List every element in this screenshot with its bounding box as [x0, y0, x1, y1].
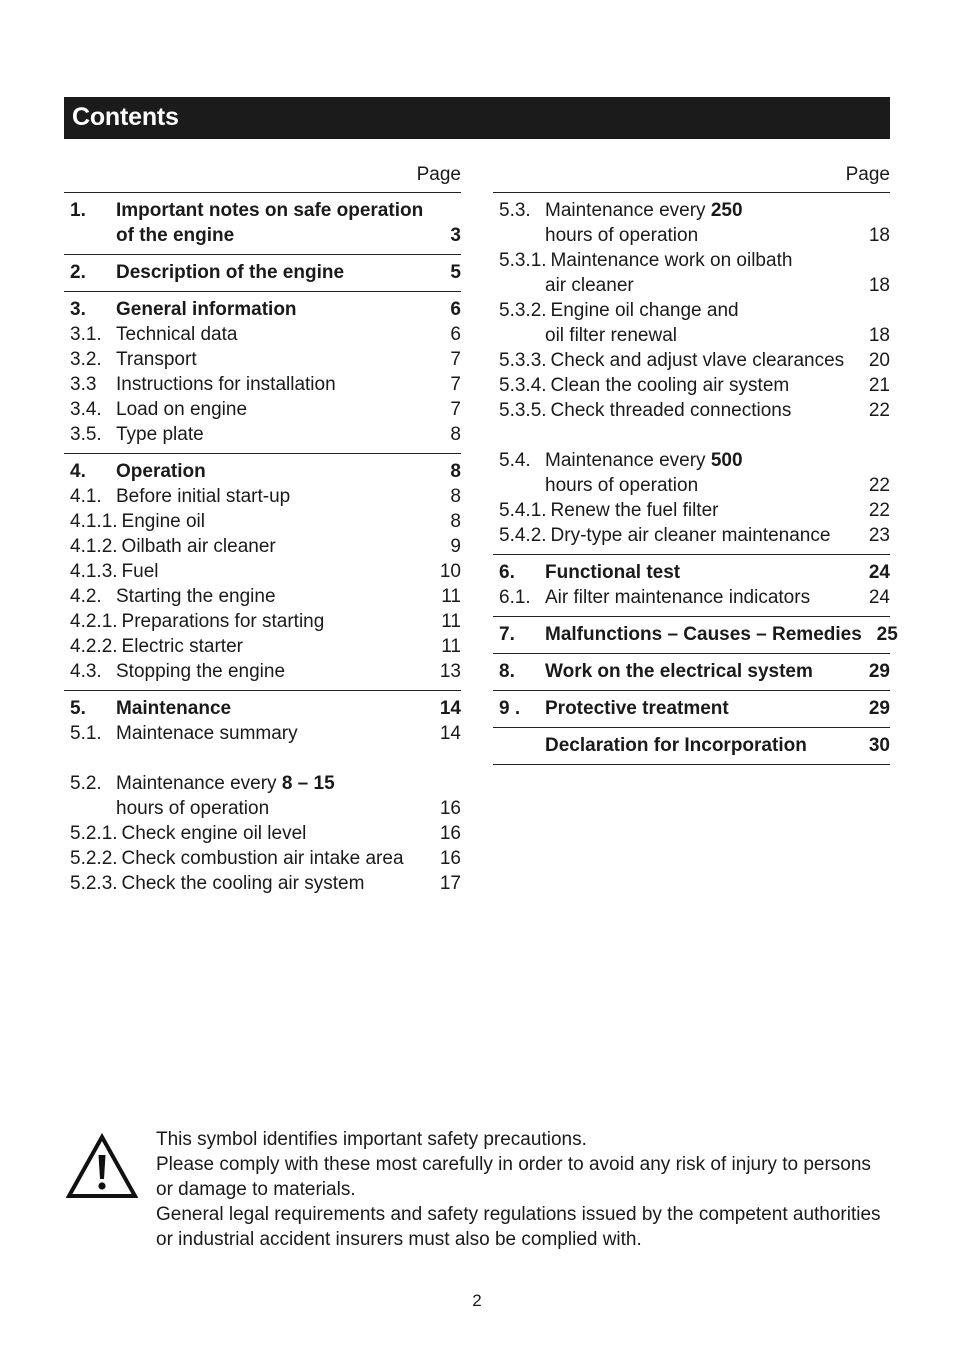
- toc-entry-title: [122, 609, 425, 634]
- toc-entry-title: [545, 198, 854, 223]
- toc-entry-title: [116, 422, 425, 447]
- toc-entry-page: 9: [450, 536, 461, 557]
- toc-section: [64, 454, 461, 691]
- toc-entry-title: [116, 796, 425, 821]
- toc-entry-title: [545, 585, 854, 610]
- toc-entry-number: 7.: [499, 624, 515, 645]
- toc-entry-title: [551, 373, 854, 398]
- toc-entry-title-text: air cleaner: [545, 275, 634, 296]
- toc-entry[interactable]: [493, 298, 890, 323]
- toc-entry-title: [116, 696, 425, 721]
- toc-entry-page: 10: [439, 561, 461, 582]
- toc-entry-page: 8: [450, 424, 461, 445]
- toc-entry[interactable]: [493, 448, 890, 473]
- toc-entry-page: 11: [441, 611, 461, 632]
- toc-section: [64, 193, 461, 255]
- toc-entry-number: 4.1.3.: [70, 561, 118, 582]
- toc-entry[interactable]: [493, 498, 890, 523]
- toc-entry-title: [122, 821, 425, 846]
- toc-section: [64, 691, 461, 902]
- toc-entry[interactable]: [64, 297, 461, 322]
- toc-entry-hours: 500: [710, 450, 743, 471]
- toc-entry-title-text: Maintenance every: [116, 773, 282, 794]
- toc-entry-title: [545, 560, 854, 585]
- toc-entry-number: 5.2.1.: [70, 823, 118, 844]
- toc-entry-number: 4.2.2.: [70, 636, 118, 657]
- toc-entry-page: 6: [450, 324, 461, 345]
- toc-entry-number: 5.3.4.: [499, 375, 547, 396]
- toc-section: [493, 654, 890, 691]
- toc-entry-title-text: Starting the engine: [116, 586, 276, 607]
- toc-entry[interactable]: [493, 523, 890, 548]
- toc-entry-title: [545, 323, 854, 348]
- toc-entry-title-text: Fuel: [121, 561, 159, 582]
- toc-entry-number: 5.3.: [499, 200, 531, 221]
- toc-entry-title: [122, 871, 425, 896]
- toc-entry-number: 5.3.3.: [499, 350, 547, 371]
- toc-entry-number: 5.3.1.: [499, 250, 547, 271]
- toc-entry-title: [551, 523, 854, 548]
- toc-entry[interactable]: [64, 821, 461, 846]
- toc-entry-title: [122, 534, 425, 559]
- toc-entry-title-text: Before initial start-up: [116, 486, 291, 507]
- toc-entry-number: 5.1.: [70, 723, 102, 744]
- warning-triangle-icon: [66, 1133, 138, 1199]
- toc-entry-title-text: Load on engine: [116, 399, 248, 420]
- toc-entry-page: 22: [868, 400, 890, 421]
- toc-entry-number: 4.: [70, 461, 86, 482]
- toc-entry[interactable]: [64, 534, 461, 559]
- toc-entry-page: 25: [876, 624, 898, 645]
- toc-entry-title: [116, 584, 425, 609]
- toc-section: [493, 555, 890, 617]
- toc-entry[interactable]: [493, 733, 890, 758]
- toc-section: [493, 617, 898, 654]
- toc-entry-title: [551, 298, 854, 323]
- toc-entry-number: 3.5.: [70, 424, 102, 445]
- toc-entry-title: [551, 248, 854, 273]
- toc-entry-number: 4.3.: [70, 661, 102, 682]
- toc-entry[interactable]: [64, 846, 461, 871]
- toc-entry-number: 5.2.: [70, 773, 102, 794]
- toc-entry-title-text: Protective treatment: [545, 698, 729, 719]
- toc-entry-title-text: Check engine oil level: [121, 823, 307, 844]
- toc-entry[interactable]: [64, 260, 461, 285]
- toc-entry-title: [545, 733, 854, 758]
- toc-entry-number: 3.: [70, 299, 86, 320]
- toc-entry-title-text: Maintenace summary: [116, 723, 298, 744]
- toc-left-column: [64, 160, 461, 902]
- toc-section: [64, 292, 461, 454]
- toc-entry[interactable]: [64, 609, 461, 634]
- toc-entry-number: 5.3.2.: [499, 300, 547, 321]
- toc-entry-title-text: Engine oil: [121, 511, 205, 532]
- toc-entry-page: 7: [450, 349, 461, 370]
- toc-entry-title-text: Check the cooling air system: [121, 873, 365, 894]
- toc-entry-number: 3.4.: [70, 399, 102, 420]
- toc-entry-page: 8: [450, 511, 461, 532]
- toc-entry-title: [116, 372, 425, 397]
- toc-entry-page: 11: [441, 636, 461, 657]
- toc-entry-page: 29: [868, 661, 890, 682]
- toc-entry[interactable]: [493, 273, 890, 298]
- toc-entry-title-text: Preparations for starting: [121, 611, 325, 632]
- toc-entry[interactable]: [493, 223, 890, 248]
- toc-entry-number: 6.1.: [499, 587, 531, 608]
- toc-right-list: [493, 193, 898, 765]
- toc-entry-title-text: hours of operation: [545, 225, 699, 246]
- toc-entry[interactable]: [64, 509, 461, 534]
- toc-spacer: [64, 746, 461, 771]
- page-column-header: Page: [493, 160, 890, 193]
- toc-entry-title-text: Maintenance every: [545, 450, 711, 471]
- toc-entry[interactable]: [64, 422, 461, 447]
- toc-spacer: [493, 423, 890, 448]
- toc-entry[interactable]: [64, 584, 461, 609]
- toc-entry-number: 1.: [70, 200, 86, 221]
- toc-entry-title: [551, 348, 854, 373]
- toc-entry-title: [545, 473, 854, 498]
- toc-entry-title-text: hours of operation: [545, 475, 699, 496]
- toc-entry-title-text: Work on the electrical system: [545, 661, 813, 682]
- toc-entry-title: [116, 484, 425, 509]
- toc-entry-number: 9 .: [499, 698, 521, 719]
- toc-entry-title-text: Maintenance every: [545, 200, 711, 221]
- toc-entry-title-text: oil filter renewal: [545, 325, 677, 346]
- toc-entry-page: 30: [868, 735, 890, 756]
- toc-entry-page: 11: [441, 586, 461, 607]
- toc-entry-number: 4.1.: [70, 486, 102, 507]
- toc-entry[interactable]: [493, 622, 898, 647]
- toc-entry-page: 24: [868, 587, 890, 608]
- toc-entry[interactable]: [64, 198, 461, 223]
- toc-entry-number: 2.: [70, 262, 86, 283]
- toc-entry[interactable]: [64, 322, 461, 347]
- toc-entry-title: [116, 721, 425, 746]
- toc-entry-title-text: Engine oil change and: [550, 300, 739, 321]
- toc-entry-number: 4.1.2.: [70, 536, 118, 557]
- toc-entry-title: [116, 297, 425, 322]
- toc-entry-page: 20: [868, 350, 890, 371]
- toc-entry-title-text: Functional test: [545, 562, 681, 583]
- toc-entry[interactable]: [64, 796, 461, 821]
- toc-left-list: [64, 193, 461, 902]
- toc-entry[interactable]: [493, 398, 890, 423]
- toc-entry-title-text: Check threaded connections: [550, 400, 792, 421]
- toc-entry-title: [116, 659, 425, 684]
- toc-entry-hours: 8 – 15: [281, 773, 335, 794]
- toc-entry-number: 3.1.: [70, 324, 102, 345]
- toc-entry-title: [116, 771, 425, 796]
- toc-entry-page: 7: [450, 399, 461, 420]
- toc-entry[interactable]: [64, 721, 461, 746]
- toc-entry-title: [116, 347, 425, 372]
- toc-entry-page: 18: [868, 325, 890, 346]
- toc-entry-title-text: hours of operation: [116, 798, 270, 819]
- toc-entry-page: 18: [868, 275, 890, 296]
- toc-entry-title: [116, 260, 425, 285]
- toc-section: [64, 255, 461, 292]
- toc-entry-page: 24: [868, 562, 890, 583]
- toc-entry[interactable]: [64, 372, 461, 397]
- toc-entry-page: 16: [439, 848, 461, 869]
- toc-entry-number: 5.3.5.: [499, 400, 547, 421]
- toc-entry-title-text: Declaration for Incorporation: [545, 735, 807, 756]
- toc-entry-page: 13: [439, 661, 461, 682]
- toc-entry[interactable]: [493, 696, 890, 721]
- toc-entry[interactable]: [493, 323, 890, 348]
- toc-entry-number: 5.: [70, 698, 86, 719]
- toc-entry-page: 8: [450, 461, 461, 482]
- toc-entry-title-text: of the engine: [116, 225, 235, 246]
- toc-entry-number: 3.3: [70, 374, 97, 395]
- toc-entry-title: [122, 634, 425, 659]
- toc-entry-title-text: Malfunctions – Causes – Remedies: [545, 624, 862, 645]
- toc-entry-title: [116, 223, 425, 248]
- toc-entry-number: 4.2.1.: [70, 611, 118, 632]
- toc-entry-page: 6: [450, 299, 461, 320]
- toc-entry[interactable]: [493, 348, 890, 373]
- toc-entry-title-text: Type plate: [116, 424, 204, 445]
- toc-entry[interactable]: [64, 223, 461, 248]
- page-column-header: Page: [64, 160, 461, 193]
- toc-entry-title: [551, 398, 854, 423]
- toc-entry-title-text: Oilbath air cleaner: [121, 536, 276, 557]
- toc-entry-page: 14: [439, 723, 461, 744]
- toc-entry[interactable]: [64, 347, 461, 372]
- toc-entry-page: 16: [439, 823, 461, 844]
- toc-entry-page: 5: [450, 262, 461, 283]
- toc-entry-title-text: Electric starter: [121, 636, 243, 657]
- toc-entry[interactable]: [493, 560, 890, 585]
- toc-section: [493, 691, 890, 728]
- toc-entry[interactable]: [493, 198, 890, 223]
- toc-entry-title: [545, 659, 854, 684]
- toc-entry-title: [116, 198, 425, 223]
- safety-line: Please comply with these most carefully in order to avoid any risk of injury to persons or damage to materials.: [156, 1154, 871, 1200]
- toc-entry-title-text: Renew the fuel filter: [550, 500, 719, 521]
- toc-entry-page: 22: [868, 475, 890, 496]
- toc-entry-number: 8.: [499, 661, 515, 682]
- toc-entry-title-text: Dry-type air cleaner maintenance: [550, 525, 831, 546]
- contents-title: Contents: [64, 97, 890, 139]
- toc-entry-title-text: Maintenance: [116, 698, 232, 719]
- toc-entry-title-text: Check combustion air intake area: [121, 848, 404, 869]
- toc-entry-title: [122, 509, 425, 534]
- toc-entry-number: 6.: [499, 562, 515, 583]
- toc-entry-hours: 250: [710, 200, 743, 221]
- toc-entry-title: [545, 448, 854, 473]
- toc-entry[interactable]: [493, 585, 890, 610]
- toc-entry[interactable]: [64, 459, 461, 484]
- toc-entry-title: [116, 459, 425, 484]
- toc-section: [493, 728, 890, 765]
- toc-entry-title: [116, 397, 425, 422]
- safety-line: This symbol identifies important safety precautions.: [156, 1129, 587, 1150]
- toc-entry-title: [551, 498, 854, 523]
- toc-entry-number: 5.4.1.: [499, 500, 547, 521]
- toc-entry-number: 5.2.2.: [70, 848, 118, 869]
- toc-entry[interactable]: [64, 559, 461, 584]
- toc-entry-title-text: Stopping the engine: [116, 661, 286, 682]
- toc-entry-title-text: Clean the cooling air system: [550, 375, 790, 396]
- toc-entry[interactable]: [493, 473, 890, 498]
- toc-entry[interactable]: [493, 248, 890, 273]
- toc-entry-title: [116, 322, 425, 347]
- toc-entry-title: [545, 223, 854, 248]
- toc-entry[interactable]: [64, 659, 461, 684]
- toc-entry-title-text: Description of the engine: [116, 262, 345, 283]
- toc-entry-number: 5.4.: [499, 450, 531, 471]
- toc-entry[interactable]: [64, 771, 461, 796]
- toc-entry-title-text: Instructions for installation: [116, 374, 336, 395]
- toc-entry-number: 5.2.3.: [70, 873, 118, 894]
- toc-entry[interactable]: [64, 871, 461, 896]
- toc-entry-title-text: Operation: [116, 461, 206, 482]
- toc-entry-page: 23: [868, 525, 890, 546]
- toc-entry-title: [122, 559, 425, 584]
- toc-entry-page: 21: [868, 375, 890, 396]
- toc-entry-title: [545, 622, 862, 647]
- toc-entry-title-text: Check and adjust vlave clearances: [550, 350, 845, 371]
- toc-entry-title-text: Technical data: [116, 324, 238, 345]
- safety-notice-text: [156, 1127, 890, 1252]
- toc-entry-number: 4.1.1.: [70, 511, 118, 532]
- toc-entry[interactable]: [64, 696, 461, 721]
- toc-right-column: [493, 160, 898, 765]
- toc-entry-page: 3: [450, 225, 461, 246]
- toc-entry[interactable]: [493, 373, 890, 398]
- toc-entry-page: 22: [868, 500, 890, 521]
- toc-entry-number: 4.2.: [70, 586, 102, 607]
- toc-entry-title-text: Air filter maintenance indicators: [545, 587, 811, 608]
- safety-line: General legal requirements and safety regulations issued by the competent authorities or industrial accident insurers must also be complied with.: [156, 1204, 881, 1250]
- toc-entry-title-text: Important notes on safe operation: [116, 200, 424, 221]
- toc-section: [493, 193, 890, 555]
- toc-entry-title-text: Maintenance work on oilbath: [550, 250, 793, 271]
- toc-entry-title-text: Transport: [116, 349, 197, 370]
- toc-entry[interactable]: [64, 634, 461, 659]
- toc-entry-title: [545, 696, 854, 721]
- toc-entry-title-text: General information: [116, 299, 297, 320]
- toc-entry[interactable]: [64, 397, 461, 422]
- toc-entry-page: 29: [868, 698, 890, 719]
- toc-entry-page: 17: [439, 873, 461, 894]
- toc-entry-number: 5.4.2.: [499, 525, 547, 546]
- page-number: 2: [472, 1291, 482, 1310]
- toc-entry-title: [545, 273, 854, 298]
- toc-entry-page: 8: [450, 486, 461, 507]
- toc-entry-number: 3.2.: [70, 349, 102, 370]
- toc-entry-page: 7: [450, 374, 461, 395]
- toc-entry-page: 18: [868, 225, 890, 246]
- toc-entry-page: 14: [439, 698, 461, 719]
- toc-entry[interactable]: [64, 484, 461, 509]
- toc-entry-title: [122, 846, 425, 871]
- toc-entry[interactable]: [493, 659, 890, 684]
- toc-entry-page: 16: [439, 798, 461, 819]
